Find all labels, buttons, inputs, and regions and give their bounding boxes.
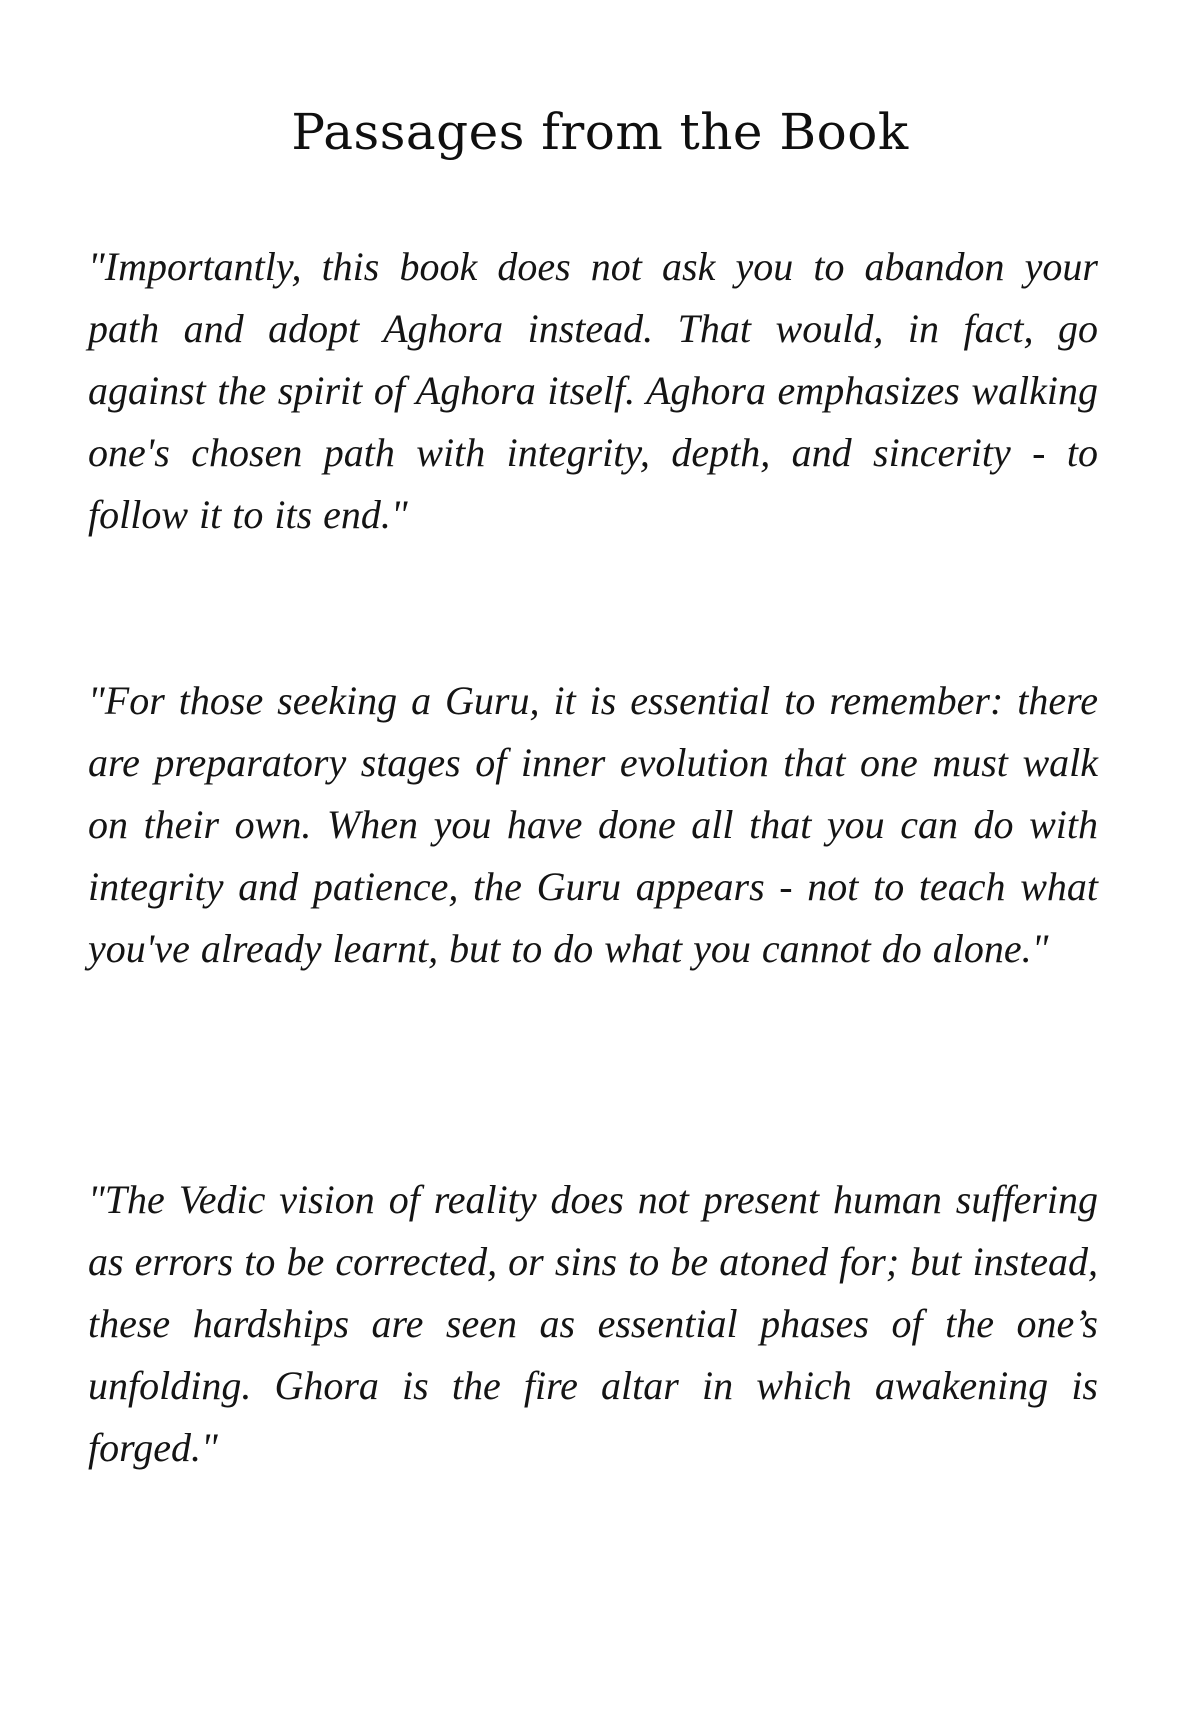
- passage-vedic-vision: "The Vedic vision of reality does not present human suffering as errors to be corrected, or sins to be atoned for; but instead, these hardships are seen as essential phases of the one’s unfolding. Ghora is the fire altar in which awakening is forged.": [88, 1177, 1098, 1470]
- page-title: Passages from the Book: [291, 103, 909, 161]
- passage-seeking-guru: "For those seeking a Guru, it is essential to remember: there are preparatory stages of inner evolution that one must walk on their own. When you have done all that you can do with integrity and patience, the Guru appears - not to teach what you've already learnt, but to do what you cannot do alone.": [88, 678, 1098, 971]
- passage-aghora-path: "Importantly, this book does not ask you to abandon your path and adopt Aghora instead. That would, in fact, go against the spirit of Aghora itself. Aghora emphasizes walking one's chosen path with integrity, depth, and sincerity - to follow it to its end.": [88, 244, 1098, 537]
